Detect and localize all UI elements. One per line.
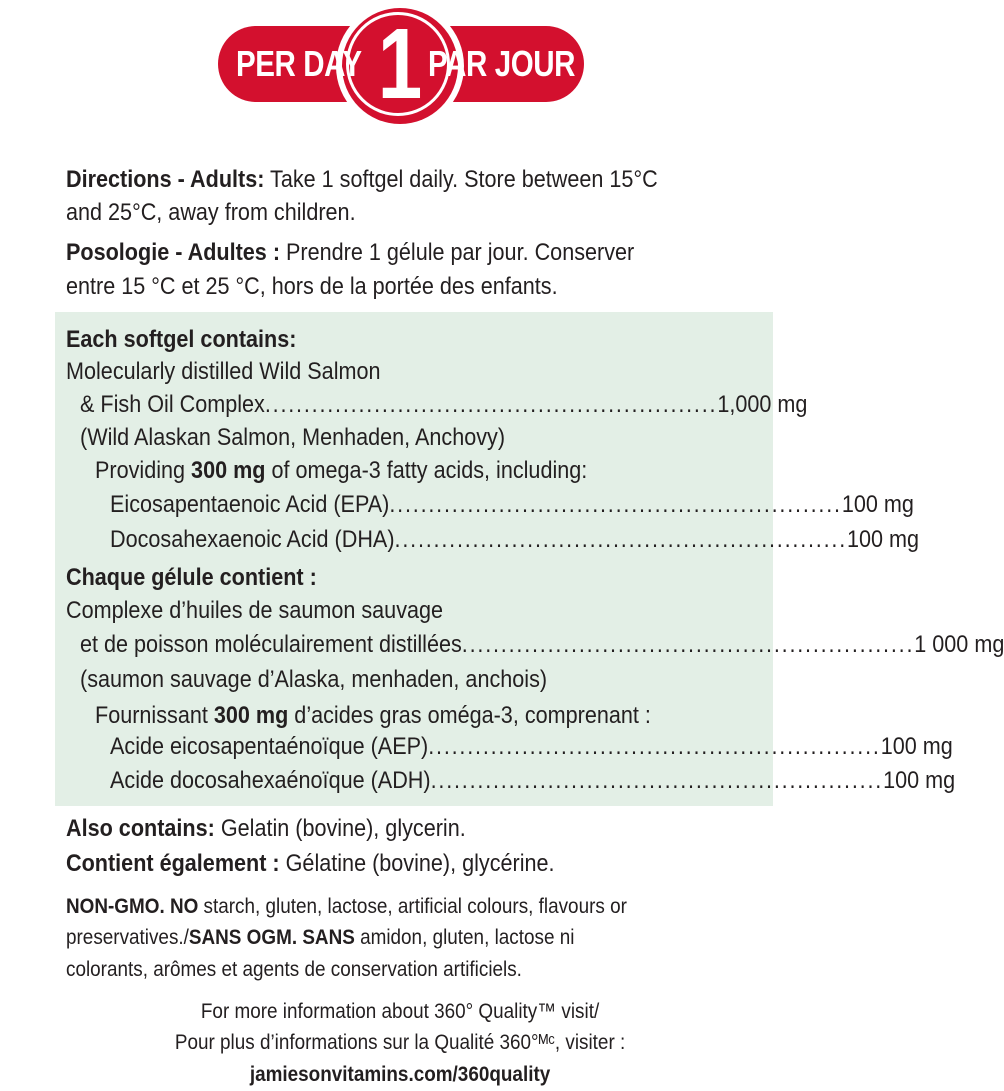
fr-complex-value: 1 000 mg xyxy=(914,631,1004,658)
badge-par-jour: PAR JOUR xyxy=(428,43,576,84)
fr-aep-row xyxy=(110,731,953,763)
fr-providing-post: d’acides gras oméga-3, comprenant : xyxy=(288,702,651,729)
fr-aep-value: 100 mg xyxy=(880,733,953,760)
en-dha-row xyxy=(110,524,920,556)
en-sources: (Wild Alaskan Salmon, Menhaden, Anchovy) xyxy=(80,424,506,451)
fr-complex-label: et de poisson moléculairement distillées xyxy=(80,631,462,658)
footer-line1: For more information about 360° Quality™ visit/ xyxy=(200,1000,600,1023)
contient-egalement xyxy=(66,848,555,880)
directions-line xyxy=(66,164,658,196)
footer-line2: Pour plus d’informations sur la Qualité 360°ᴹᶜ, visiter : xyxy=(174,1031,626,1054)
fr-providing xyxy=(95,700,651,732)
en-epa-label: Eicosapentaenoic Acid (EPA) xyxy=(110,491,390,518)
en-providing-pre: Providing xyxy=(95,457,192,484)
nongmo-line1 xyxy=(66,891,627,923)
en-complex-row xyxy=(80,389,808,421)
en-epa-row xyxy=(110,489,914,521)
posologie-label: Posologie - Adultes : xyxy=(66,239,281,266)
also-contains xyxy=(66,813,466,845)
dot-leader: .......................................................... xyxy=(389,491,842,518)
contient-label: Contient également : xyxy=(66,850,280,877)
directions-text: Take 1 softgel daily. Store between 15°C xyxy=(264,166,658,193)
dot-leader: .......................................................... xyxy=(430,767,884,794)
en-complex-value: 1,000 mg xyxy=(717,391,808,418)
en-heading xyxy=(66,324,296,356)
posologie-text-2: entre 15 °C et 25 °C, hors de la portée des enfants. xyxy=(66,273,558,300)
directions-label: Directions - Adults: xyxy=(66,166,265,193)
fr-sources: (saumon sauvage d’Alaska, menhaden, anchois) xyxy=(80,666,548,693)
fr-providing-pre: Fournissant xyxy=(95,702,214,729)
also-label: Also contains: xyxy=(66,815,215,842)
dot-leader: .......................................................... xyxy=(264,391,718,418)
en-line1: Molecularly distilled Wild Salmon xyxy=(66,358,381,385)
badge-number: 1 xyxy=(377,8,423,120)
contient-text: Gélatine (bovine), glycérine. xyxy=(279,850,555,877)
en-providing-post: of omega-3 fatty acids, including: xyxy=(265,457,588,484)
fr-heading xyxy=(66,562,317,594)
fr-providing-amount: 300 mg xyxy=(213,702,289,729)
nongmo-text-3: amidon, gluten, lactose ni xyxy=(354,926,575,949)
nongmo-line3: colorants, arômes et agents de conservation artificiels. xyxy=(66,958,522,981)
posologie-text: Prendre 1 gélule par jour. Conserver xyxy=(280,239,635,266)
en-dha-value: 100 mg xyxy=(847,526,920,553)
en-providing xyxy=(95,455,587,487)
posologie-line xyxy=(66,237,634,269)
nongmo-line2 xyxy=(66,922,574,954)
also-text: Gelatin (bovine), glycerin. xyxy=(214,815,466,842)
fr-adh-label: Acide docosahexaénoïque (ADH) xyxy=(110,767,431,794)
fr-aep-label: Acide eicosapentaénoïque (AEP) xyxy=(110,733,429,760)
nongmo-bold-fr: SANS OGM. SANS xyxy=(188,926,355,949)
fr-adh-value: 100 mg xyxy=(883,767,956,794)
en-epa-value: 100 mg xyxy=(841,491,914,518)
fr-complex-row xyxy=(80,629,1004,661)
fr-heading-text: Chaque gélule contient : xyxy=(66,564,317,591)
nongmo-text-1: starch, gluten, lactose, artificial colours, flavours or xyxy=(198,895,627,918)
dot-leader: .......................................................... xyxy=(394,526,848,553)
directions-text-2: and 25°C, away from children. xyxy=(66,199,356,226)
en-heading-text: Each softgel contains: xyxy=(66,326,297,353)
fr-line1: Complexe d’huiles de saumon sauvage xyxy=(66,597,444,624)
en-complex-label: & Fish Oil Complex xyxy=(80,391,265,418)
dot-leader: .......................................................... xyxy=(461,631,915,658)
en-providing-amount: 300 mg xyxy=(191,457,266,484)
nongmo-bold-en: NON-GMO. NO xyxy=(66,895,199,918)
fr-adh-row xyxy=(110,765,956,797)
nongmo-text-2: preservatives./ xyxy=(66,926,189,949)
dot-leader: .......................................................... xyxy=(428,733,881,760)
footer-url-link[interactable]: jamiesonvitamins.com/360quality xyxy=(249,1063,551,1086)
en-dha-label: Docosahexaenoic Acid (DHA) xyxy=(110,526,395,553)
badge-per-day: PER DAY xyxy=(236,43,362,84)
